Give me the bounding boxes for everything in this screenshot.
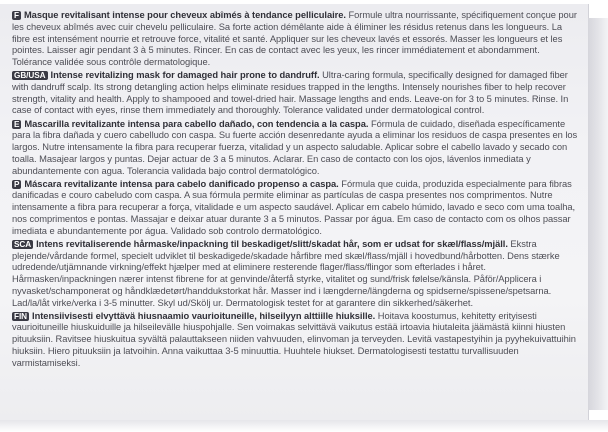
section-heading: Intens revitaliserende hårmaske/inpackning til beskadiget/slitt/skadat hår, som er udsat for skæl/flass/mjäll. — [36, 238, 508, 249]
language-tag: F — [14, 11, 19, 20]
language-tag: FIN — [14, 311, 28, 321]
section-finnish — [12, 311, 580, 370]
section-english — [12, 70, 580, 117]
section-heading: Intensiivisesti elvyttävä hiusnaamio vaurioituneille, hilseilyyn alttiille hiuksille. — [32, 310, 376, 321]
language-tag: E — [14, 119, 20, 129]
section-spanish — [12, 119, 580, 178]
section-body: Fórmula de cuidado, diseñada específicamente para la fibra dañada y cuero cabelludo con caspa. Su fuerte acción desenredante ayuda a eliminar los residuos de caspa presentes en los largos. Nutre intensamente la fibra para recuperar fuerza, vitalidad y un aspecto saludable. Aplicar sobre el cabello lavado y secado con toalla. Masajear largos y puntas. Dejar actuar de 3 a 5 minutos. Aclarar. En caso de contacto con los ojos, lávenlos inmediata y abundantemente con agua. Tolerancia validada bajo control dermatológico. — [12, 118, 578, 176]
language-tag: P — [14, 179, 20, 189]
section-scandinavian — [12, 239, 580, 310]
product-label-text — [12, 10, 580, 371]
language-tag: SCA — [14, 239, 32, 249]
section-portuguese — [12, 179, 580, 238]
section-body: Fórmula que cuida, produzida especialmente para fibras danificadas e couro cabeludo com caspa. A sua fórmula permite eliminar as partículas de caspa presentes nos comprimentos. Nutre intensamente a fibra para recuperar a força, vitalidade e um aspecto saudável. Aplicar em cabelo húmido, lavado e seco com uma toalha, nos comprimentos e pontas. Massajar e deixar atuar durante 3 a 5 minutos. Passar por água. Em caso de contacto com os olhos passar imediata e abundantemente por água. Validado sob controlo dermatológico. — [12, 178, 576, 236]
box-shadow — [0, 420, 608, 432]
section-body: Hoitava koostumus, kehitetty erityisesti vaurioituneille hiuskuiduille ja hilseilevälle hiuspohjalle. Sen voimakas selvittävä vaikutus estää irtoavia hiutaleita jäämästä kiinni hiusten pituuksiin. Ravitsee hiuskuitua syvältä palauttakseen niiden vahvuuden, elinvoman ja terveyden. Levitä vastapestyihin ja pyyhekuivattuihin hiuksiin. Hiero pituuksiin ja latvoihin. Anna vaikuttaa 3-5 minuuttia. Huuhtele hiukset. Dermatologisesti testattu turvallisuuden varmistamiseksi. — [12, 310, 576, 368]
box-side-face — [588, 18, 608, 410]
section-french — [12, 10, 580, 69]
language-tag: GB/USA — [14, 71, 46, 81]
section-heading: Mascarilla revitalizante intensa para cabello dañado, con tendencia a la caspa. — [24, 118, 369, 129]
section-heading: Masque revitalisant intense pour cheveux abîmés à tendance pelliculaire. — [23, 10, 346, 20]
section-body: Formule ultra nourrissante, spécifiquement conçue pour les cheveux abîmés avec cuir chevelu pelliculaire. Sa forte action démêlante aide à éliminer les résidus retenus dans les longueurs. La fibre est intensément nourrie et retrouve force, vitalité et santé. Appliquer sur les cheveux lavés et essorés. Masser les longueurs et les pointes. Laisser agir pendant 3 à 5 minutes. Rincer. En cas de contact avec les yeux, les rincer immédiatement et abondamment. Tolérance validée sous contrôle dermatologique. — [12, 10, 577, 67]
section-body: Ultra-caring formula, specifically designed for damaged fiber with dandruff scalp. Its strong detangling action helps eliminate residues trapped in the lengths. Intensely nourishes fiber to help recover strength, vitality and health. Apply to shampooed and towel-dried hair. Massage lengths and ends. Leave-on for 3 to 5 minutes. Rinse. In case of contact with eyes, rinse them immediately and thoroughly. Tolerance validated under dermatological control. — [12, 70, 569, 116]
section-heading: Intense revitalizing mask for damaged hair prone to dandruff. — [50, 70, 320, 81]
section-heading: Máscara revitalizante intensa para cabelo danificado propenso a caspa. — [24, 178, 339, 189]
section-body: Ekstra plejende/vårdande formel, specielt udviklet til beskadigede/skadade hårfibre med skæl/flass/mjäll i hovedbund/hårbotten. Dens stærke udredende/utjämnande virkning/effekt hjælper med at eliminere resterende flager/flass/flingor som efterlades i håret. Hårmasken/inpackningen nærer intenst fibrene for at genvinde/återfå styrke, vitalitet og sund/frisk følelse/känsla. Påför/Applicera i nyvasket/schamponerat og håndklædetørt/handdukstorkat hår. Masser ind i længderne/längderna og spidserne/spissene/spetsarna. Lad/la/låt virke/verka i 3-5 minutter. Skyl ud/Skölj ur. Dermatologisk testet for at garantere din sikkerhed/säkerhet. — [12, 238, 560, 308]
